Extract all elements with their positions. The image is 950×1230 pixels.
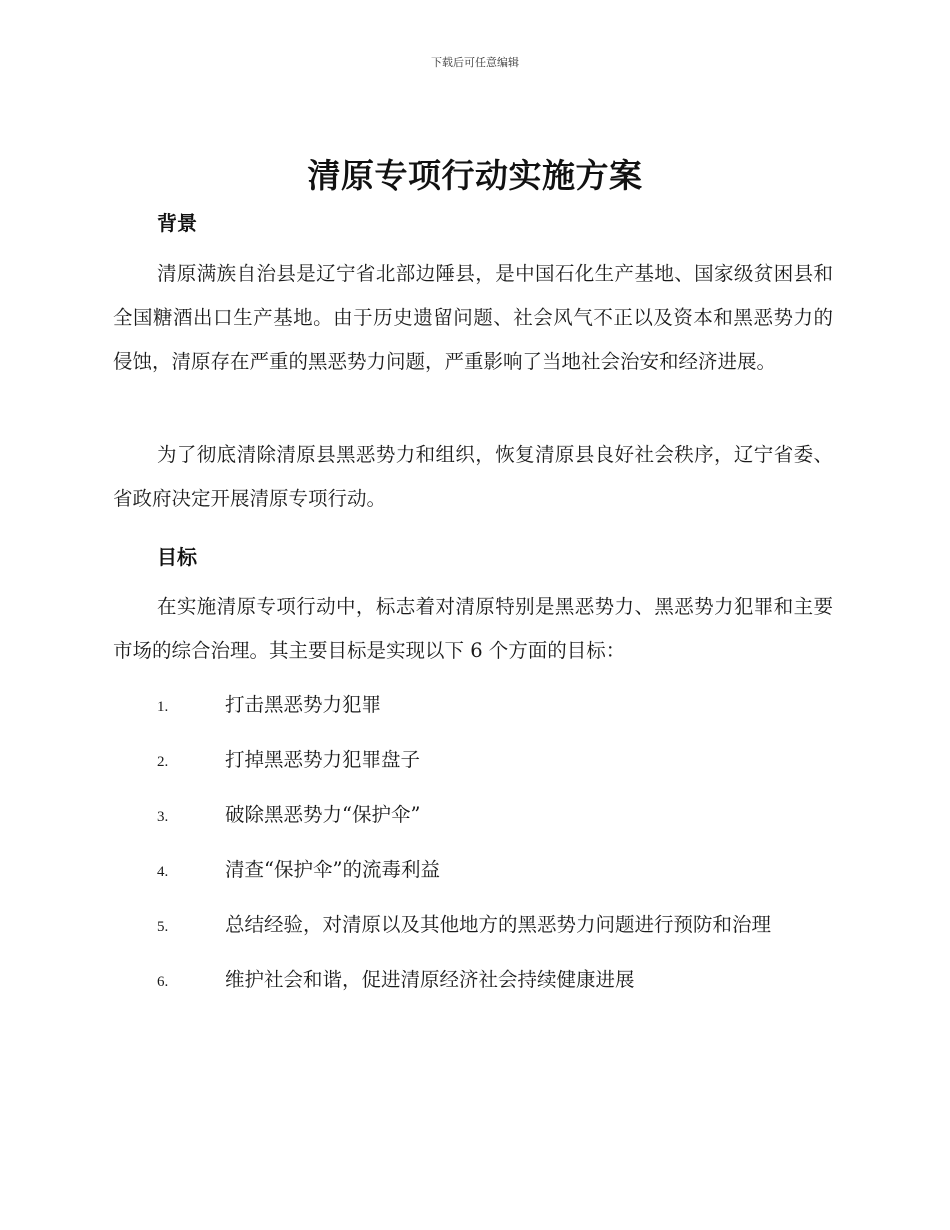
goal-list-item <box>157 800 857 832</box>
list-number: 1. <box>157 699 169 715</box>
list-text: 清查“保护伞”的流毒利益 <box>225 858 440 881</box>
list-text: 破除黑恶势力“保护伞” <box>225 803 421 826</box>
list-number: 4. <box>157 864 169 880</box>
list-text: 总结经验，对清原以及其他地方的黑恶势力问题进行预防和治理 <box>225 913 772 936</box>
goal-list-item <box>157 690 857 722</box>
list-text: 维护社会和谐，促进清原经济社会持续健康进展 <box>225 968 635 991</box>
goals-paragraph: 在实施清原专项行动中，标志着对清原特别是黑恶势力、黑恶势力犯罪和主要市场的综合治理。其主要目标是实现以下 6 个方面的目标： <box>113 595 833 662</box>
list-number: 6. <box>157 974 169 990</box>
goal-list-item <box>157 745 857 777</box>
document-title: 清原专项行动实施方案 <box>307 156 643 195</box>
header-note: 下载后可任意编辑 <box>431 56 519 69</box>
goal-list-item <box>157 855 857 887</box>
list-text: 打掉黑恶势力犯罪盘子 <box>225 748 421 771</box>
background-paragraph-1: 清原满族自治县是辽宁省北部边陲县，是中国石化生产基地、国家级贫困县和全国糖酒出口生产基地。由于历史遗留问题、社会风气不正以及资本和黑恶势力的侵蚀，清原存在严重的黑恶势力问题，严重影响了当地社会治安和经济进展。 <box>113 262 833 373</box>
list-number: 2. <box>157 754 169 770</box>
list-number: 3. <box>157 809 169 825</box>
list-text: 打击黑恶势力犯罪 <box>225 693 382 716</box>
section-heading-background: 背景 <box>157 211 197 235</box>
goal-list-item <box>157 910 857 942</box>
section-heading-goals: 目标 <box>157 545 197 569</box>
background-paragraph-2: 为了彻底清除清原县黑恶势力和组织，恢复清原县良好社会秩序，辽宁省委、省政府决定开展清原专项行动。 <box>113 443 833 510</box>
list-number: 5. <box>157 919 169 935</box>
goal-list-item <box>157 965 857 997</box>
